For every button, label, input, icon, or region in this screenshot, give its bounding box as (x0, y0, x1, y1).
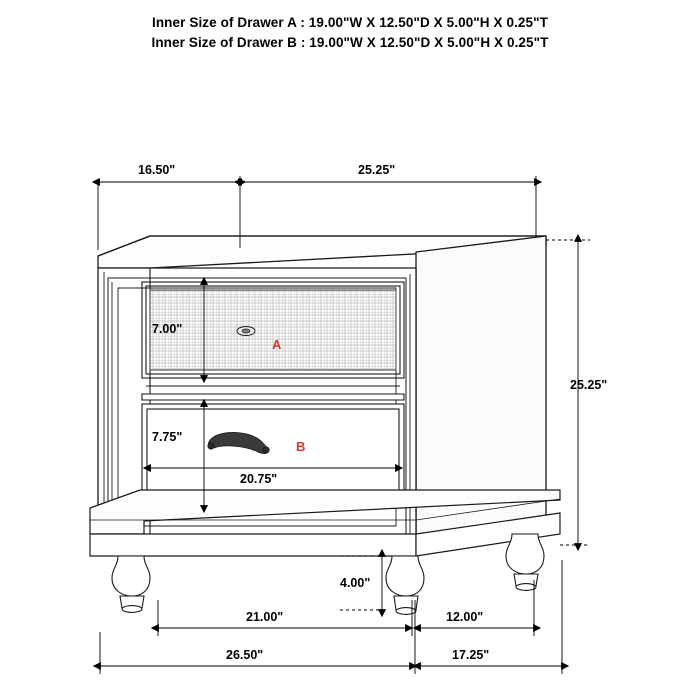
dim-drawer-b-height: 7.75" (152, 430, 183, 444)
dim-top-right-span: 25.25" (358, 163, 396, 177)
dim-leg-height: 4.00" (340, 576, 371, 590)
drawer-b-letter: B (296, 439, 306, 454)
dim-overall-width: 26.50" (226, 648, 264, 662)
dim-cabinet-height: 25.25" (570, 378, 608, 392)
drawer-a-knob (237, 327, 255, 336)
dim-front-width: 21.00" (246, 610, 284, 624)
drawer-b-inner-size-text: Inner Size of Drawer B : 19.00"W X 12.50"D X 5.00"H X 0.25"T (151, 35, 549, 50)
dim-drawer-a-height: 7.00" (152, 322, 183, 336)
dim-side-depth: 12.00" (446, 610, 484, 624)
drawer-a-inner-size-text: Inner Size of Drawer A : 19.00"W X 12.50"D X 5.00"H X 0.25"T (151, 15, 548, 30)
dim-top-left-span: 16.50" (138, 163, 176, 177)
drawer-a-letter: A (272, 337, 282, 352)
dim-drawer-b-width: 20.75" (240, 472, 278, 486)
dim-overall-depth: 17.25" (452, 648, 490, 662)
